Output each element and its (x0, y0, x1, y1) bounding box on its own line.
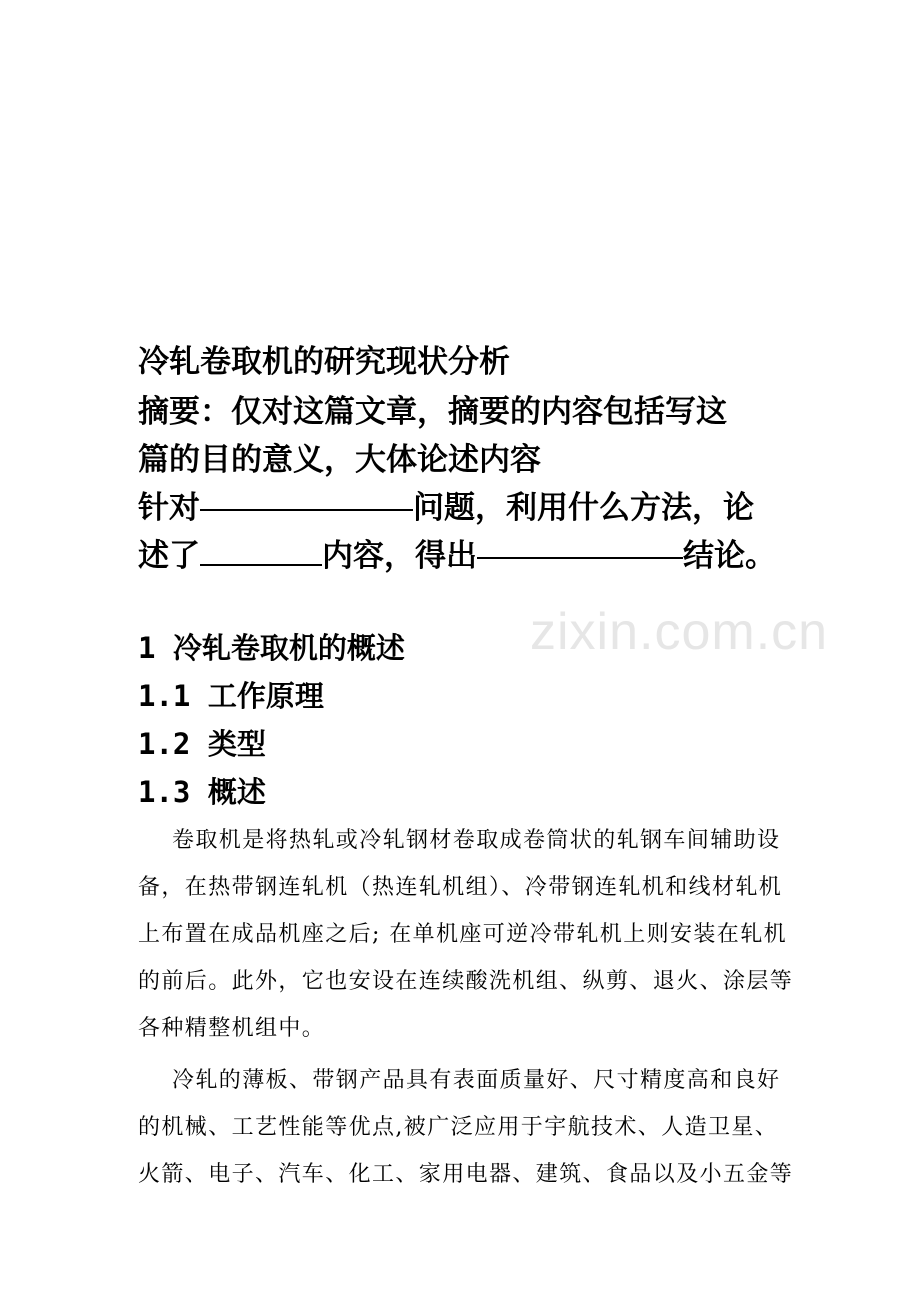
abstract-template-line-2 (138, 530, 776, 575)
paragraph-1-line: 备，在热带钢连轧机（热连轧机组）、冷带钢连轧机和线材轧机 (138, 875, 783, 900)
section-heading-1-2: 1.2 类型 (138, 727, 266, 761)
document-title: 冷轧卷取机的研究现状分析 (138, 344, 510, 380)
section-heading-1-3: 1.3 概述 (138, 775, 266, 809)
paragraph-2-line: 火箭、电子、汽车、化工、家用电器、建筑、食品以及小五金等 (138, 1162, 794, 1187)
template-prefix-1: 针对 (138, 490, 200, 526)
template-suffix-1: 问题，利用什么方法，论 (413, 490, 754, 526)
abstract-line-1: 摘要：仅对这篇文章，摘要的内容包括写这 (138, 394, 727, 430)
paragraph-1-line: 的前后。此外，它也安设在连续酸洗机组、纵剪、退火、涂层等 (138, 969, 794, 994)
template-suffix-2: 结论。 (683, 538, 776, 574)
blank-underline (200, 544, 322, 566)
template-middle-2: 内容，得出 (322, 538, 477, 574)
watermark: zixin.com.cn (530, 603, 829, 661)
section-heading-1: 1 冷轧卷取机的概述 (138, 631, 405, 665)
abstract-template-line-1 (138, 482, 754, 527)
paragraph-2-line: 冷轧的薄板、带钢产品具有表面质量好、尺寸精度高和良好 (172, 1068, 781, 1093)
blank-rule-2 (477, 557, 683, 559)
abstract-line-2: 篇的目的意义，大体论述内容 (138, 442, 541, 478)
section-heading-1-1: 1.1 工作原理 (138, 679, 324, 713)
paragraph-1-line: 卷取机是将热轧或冷轧钢材卷取成卷筒状的轧钢车间辅助设 (172, 828, 781, 853)
paragraph-1-line: 上布置在成品机座之后; 在单机座可逆冷带轧机上则安装在轧机 (138, 922, 788, 947)
paragraph-1-line: 各种精整机组中。 (138, 1016, 326, 1041)
template-prefix-2: 述了 (138, 538, 200, 574)
blank-rule-1 (200, 509, 413, 511)
paragraph-2-line: 的机械、工艺性能等优点,被广泛应用于宇航技术、人造卫星、 (138, 1115, 779, 1140)
